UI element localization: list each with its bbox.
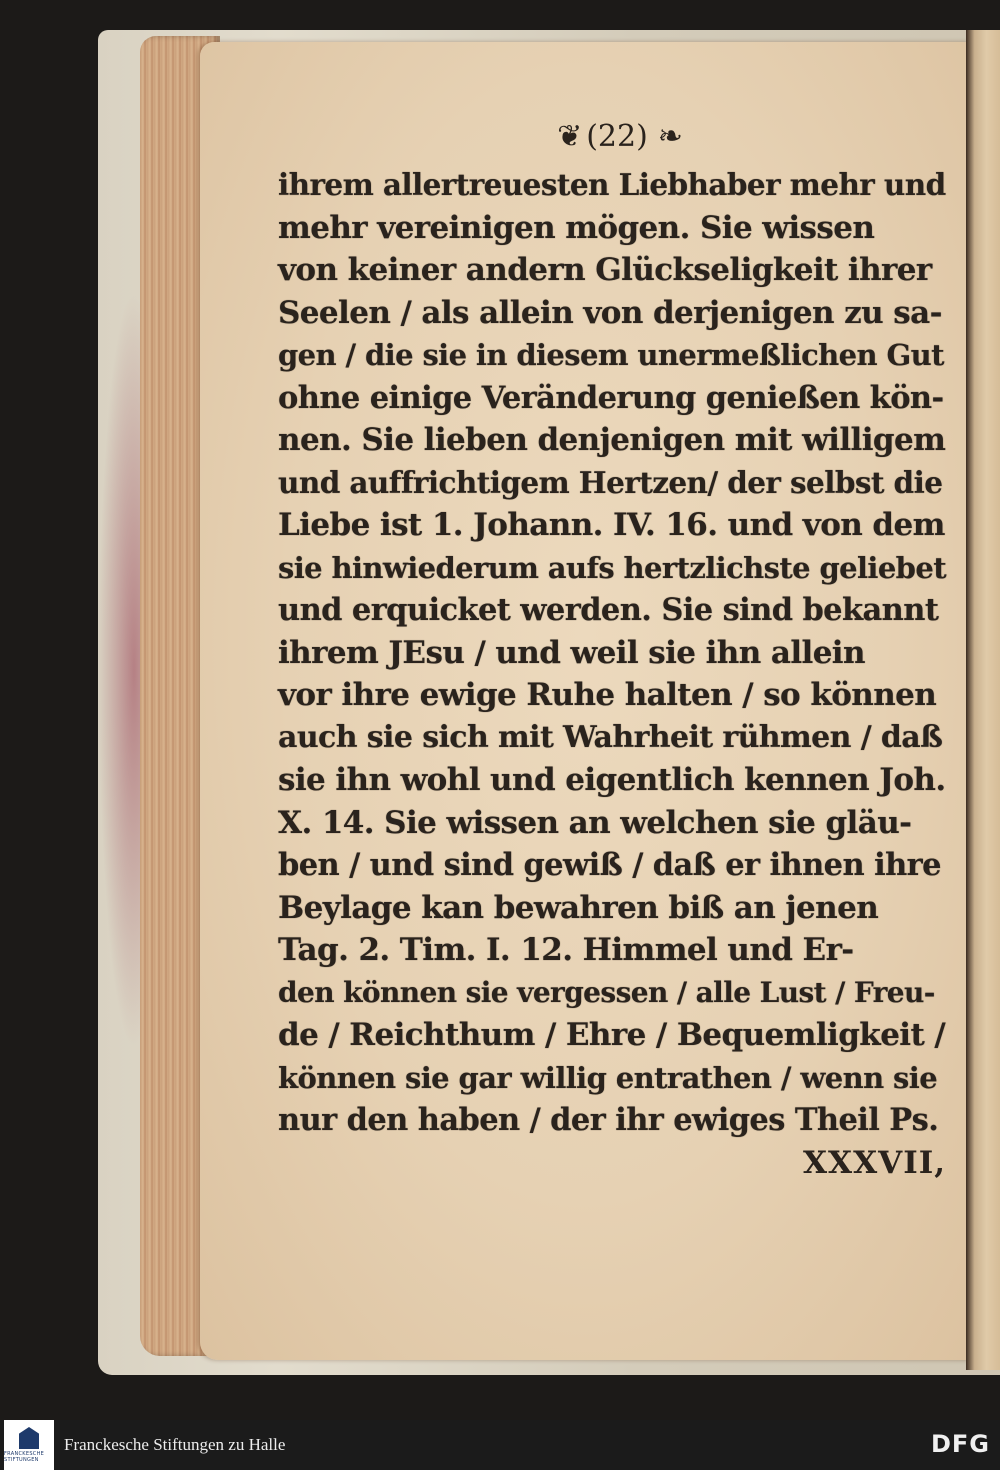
ornament-left-icon: ❦ (557, 118, 577, 154)
text-line: X. 14. Sie wissen an welchen sie gläu- (278, 804, 912, 841)
text-line: nen. Sie lieben denjenigen mit willigem (278, 422, 946, 458)
text-line: mehr vereinigen mögen. Sie wissen (278, 209, 875, 246)
text-line: Liebe ist 1. Johann. IV. 16. und von dem (278, 507, 945, 543)
institution-logo[interactable] (4, 1420, 54, 1470)
text-line: nur den haben / der ihr ewiges Theil Ps. (278, 1102, 939, 1138)
text-line: gen / die sie in diesem unermeßlichen Gut (278, 338, 944, 372)
text-line: können sie gar willig entrathen / wenn sie (278, 1060, 938, 1095)
text-line: von keiner andern Glückseligkeit ihrer (278, 252, 932, 288)
text-line: ben / und sind gewiß / daß er ihnen ihre (278, 847, 941, 883)
text-line: sie ihn wohl und eigentlich kennen Joh. (278, 762, 946, 798)
text-line: de / Reichthum / Ehre / Bequemligkeit / (278, 1017, 946, 1053)
text-line: ihrem allertreuesten Liebhaber mehr und (278, 167, 946, 202)
facing-page-edge (966, 30, 1000, 1370)
institution-name[interactable]: Franckesche Stiftungen zu Halle (64, 1435, 286, 1454)
viewer-footer (0, 1420, 1000, 1470)
text-line: und erquicket werden. Sie sind bekannt (278, 592, 939, 628)
text-line: den können sie vergessen / alle Lust / Freu- (278, 975, 935, 1009)
logo-wordmark: FRANCKESCHE STIFTUNGEN (4, 1451, 45, 1463)
text-line: ihrem JEsu / und weil sie ihn allein (278, 634, 865, 671)
text-line: vor ihre ewige Ruhe halten / so können (278, 677, 937, 713)
page-number: (22) (586, 118, 648, 154)
text-line: Seelen / als allein von derjenigen zu sa- (278, 294, 942, 331)
text-line: sie hinwiederum aufs hertzlichste geliebet (278, 550, 947, 585)
text-line: Tag. 2. Tim. I. 12. Himmel und Er- (278, 932, 854, 968)
building-icon (19, 1427, 39, 1449)
text-line: Beylage kan bewahren biß an jenen (278, 889, 879, 926)
text-line: auch sie sich mit Wahrheit rühmen / daß (278, 719, 943, 755)
text-line: ohne einige Veränderung genießen kön- (278, 379, 944, 416)
dfg-logo[interactable]: DFG (930, 1430, 990, 1458)
page-text (278, 108, 946, 1184)
text-line: und auffrichtigem Hertzen/ der selbst die (278, 464, 943, 500)
ornament-right-icon: ❧ (657, 118, 677, 154)
running-header (278, 108, 946, 164)
catchword: XXXVII, (802, 1144, 946, 1181)
